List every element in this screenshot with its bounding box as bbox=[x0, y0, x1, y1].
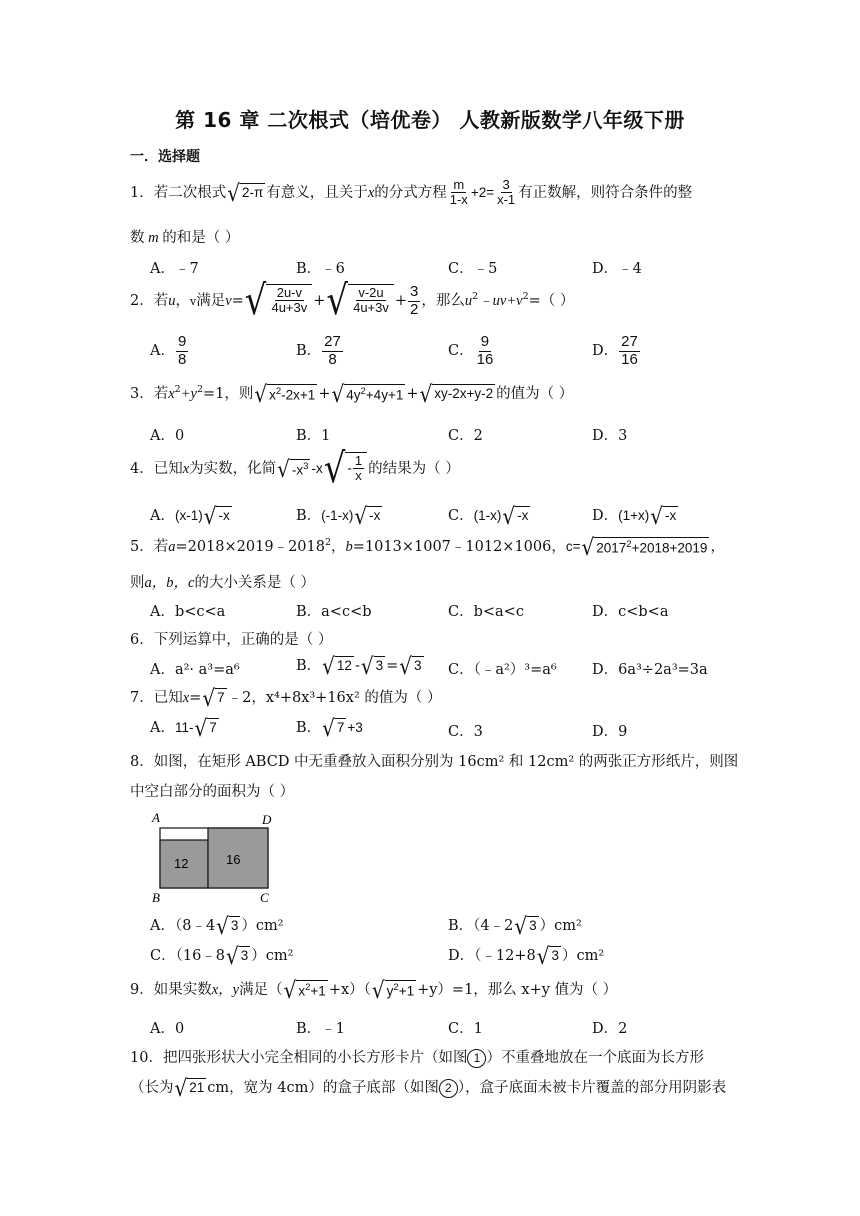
q6-option-d: D．6a³÷2a³=3a bbox=[592, 662, 708, 678]
q8-option-d: D．（﹣12+8 √ 3 ）cm² bbox=[448, 942, 605, 970]
circled-1: 1 bbox=[467, 1049, 486, 1068]
q5-option-a: A．b<c<a bbox=[150, 604, 226, 620]
q3-option-a: A．0 bbox=[150, 428, 185, 444]
label-12: 12 bbox=[174, 856, 189, 871]
question-5: 5．若$a=2018\times 2019﹣2018^2$，b=1013×1007﹣1012×1006，c= √ $2017^2+2018+2019$ ， bbox=[130, 533, 725, 561]
rectangle-figure bbox=[150, 810, 290, 906]
question-4: 4．已知x为实数，化简 √ $-x^3$ -x √ - $\frac{1}{x}$ 的结果为（ ） bbox=[130, 445, 460, 493]
question-5-line-2: 则a，b，c的大小关系是（ ） bbox=[130, 575, 316, 591]
question-8-line-2: 中空白部分的面积为（ ） bbox=[130, 784, 295, 800]
q3-radical-1: √ $x^2-2x+1$ bbox=[254, 380, 316, 408]
question-1: 1．若二次根式 √ 2-π 有意义，且关于x的分式方程 $\frac{m}{1-x}$ +2= $\frac{3}{x-1}$ 有正数解，则符合条件的整 bbox=[130, 177, 693, 208]
q4-option-c: C．(1-x) √ -x bbox=[448, 502, 529, 530]
q4-option-d: D．(1+x) √ -x bbox=[592, 502, 677, 530]
q4-option-b: B．(-1-x) √ -x bbox=[296, 502, 381, 530]
q2-radical-1: √ $\frac{2u-v}{4u+3v}$ bbox=[245, 284, 312, 318]
q3-option-c: C．2 bbox=[448, 428, 483, 444]
q4-radical-1: √ $-x^3$ bbox=[277, 455, 309, 483]
q6-option-a: A．a²· a³=a⁶ bbox=[150, 662, 240, 678]
q5-radical: √ $2017^2+2018+2019$ bbox=[581, 533, 708, 561]
q2-option-b: B． $\frac{27}{8}$ bbox=[296, 333, 341, 368]
label-c: C bbox=[260, 890, 269, 905]
q5-option-c: C．b<a<c bbox=[448, 604, 524, 620]
label-d: D bbox=[262, 812, 272, 827]
q7-option-d: D．9 bbox=[592, 724, 628, 740]
question-8: 8．如图，在矩形 ABCD 中无重叠放入面积分别为 16cm² 和 12cm² 的两张正方形纸片，则图 bbox=[130, 754, 739, 770]
question-9: 9．如果实数x，y满足（ √ $x^2+1$ +x）（ √ $y^2+1$ +y）=1，那么 x+y 值为（ ） bbox=[130, 976, 618, 1004]
q8-option-a: A．（8﹣4 √ 3 ）cm² bbox=[150, 912, 284, 940]
question-7: 7．已知x= √ 7 ﹣2，x⁴+8x³+16x² 的值为（ ） bbox=[130, 684, 442, 712]
q3-radical-2: √ $4y^2+4y+1$ bbox=[331, 380, 404, 408]
q2-fraction: $\frac{3}{2}$ bbox=[410, 283, 419, 318]
q9-option-d: D．2 bbox=[592, 1021, 628, 1037]
q1-fraction-2: $\frac{3}{x-1}$ bbox=[497, 177, 516, 208]
q8-option-c: C．（16﹣8 √ 3 ）cm² bbox=[150, 942, 294, 970]
q1-option-b: B．﹣6 bbox=[296, 261, 345, 277]
q3-option-b: B．1 bbox=[296, 428, 331, 444]
q4-option-a: A．(x-1) √ -x bbox=[150, 502, 230, 530]
q1-option-c: C．﹣5 bbox=[448, 261, 498, 277]
question-10-line-2: （长为 √ 21 cm，宽为 4cm）的盒子底部（如图 2 ），盒子底面未被卡片覆盖的部分用阴影表 bbox=[130, 1074, 727, 1102]
label-b: B bbox=[152, 890, 160, 905]
q1-option-a: A．﹣7 bbox=[150, 261, 199, 277]
q7-option-b: B． √ 7 +3 bbox=[296, 714, 363, 742]
question-2: 2．若u，v满足v= √ $\frac{2u-v}{4u+3v}$ + √ $\frac{v-2u}{4u+3v}$ + $\frac{3}{2}$ ，那么$u^2﹣uv+v^2=$（ ） bbox=[130, 277, 575, 325]
circled-2: 2 bbox=[439, 1079, 458, 1098]
question-10: 10．把四张形状大小完全相同的小长方形卡片（如图 1 ）不重叠地放在一个底面为长方形 bbox=[130, 1050, 704, 1066]
label-a: A bbox=[152, 810, 160, 825]
q7-option-c: C．3 bbox=[448, 724, 483, 740]
q6-option-c: C．（﹣a²）³=a⁶ bbox=[448, 662, 557, 678]
q3-radical-3: √ xy-2x+y-2 bbox=[419, 380, 494, 408]
question-6: 6．下列运算中，正确的是（ ） bbox=[130, 632, 333, 648]
q2-option-a: A． $\frac{9}{8}$ bbox=[150, 333, 187, 368]
q4-radical-2: √ - $\frac{1}{x}$ bbox=[324, 452, 367, 486]
q3-option-d: D．3 bbox=[592, 428, 628, 444]
q1-option-d: D．﹣4 bbox=[592, 261, 642, 277]
section-heading: 一．选择题 bbox=[130, 149, 200, 165]
q8-option-b: B．（4﹣2 √ 3 ）cm² bbox=[448, 912, 582, 940]
q2-radical-2: √ $\frac{v-2u}{4u+3v}$ bbox=[326, 284, 393, 318]
page-title: 第 16 章 二次根式（培优卷） 人教新版数学八年级下册 bbox=[175, 108, 685, 132]
q2-option-c: C． $\frac{9}{16}$ bbox=[448, 333, 494, 368]
q9-option-b: B．﹣1 bbox=[296, 1021, 345, 1037]
q2-option-d: D． $\frac{27}{16}$ bbox=[592, 333, 638, 368]
question-3: 3．若$x^2+y^2=1$，则 √ $x^2-2x+1$ + √ $4y^2+4y+1$ + √ xy-2x+y-2 的值为（ ） bbox=[130, 380, 574, 408]
question-1-line-2: 数 m 的和是（ ） bbox=[130, 230, 240, 246]
label-16: 16 bbox=[226, 852, 241, 867]
q7-option-a: A．11- √ 7 bbox=[150, 714, 217, 742]
q5-option-b: B．a<c<b bbox=[296, 604, 372, 620]
q1-fraction-1: $\frac{m}{1-x}$ bbox=[449, 177, 468, 208]
q1-radical: √ 2-π bbox=[227, 178, 264, 207]
q9-option-a: A．0 bbox=[150, 1021, 185, 1037]
q5-option-d: D．c<b<a bbox=[592, 604, 669, 620]
q1-text: 1．若二次根式 bbox=[130, 184, 227, 201]
q9-option-c: C．1 bbox=[448, 1021, 483, 1037]
q6-option-b: B． √ 12 - √ 3 = √ 3 bbox=[296, 652, 422, 680]
